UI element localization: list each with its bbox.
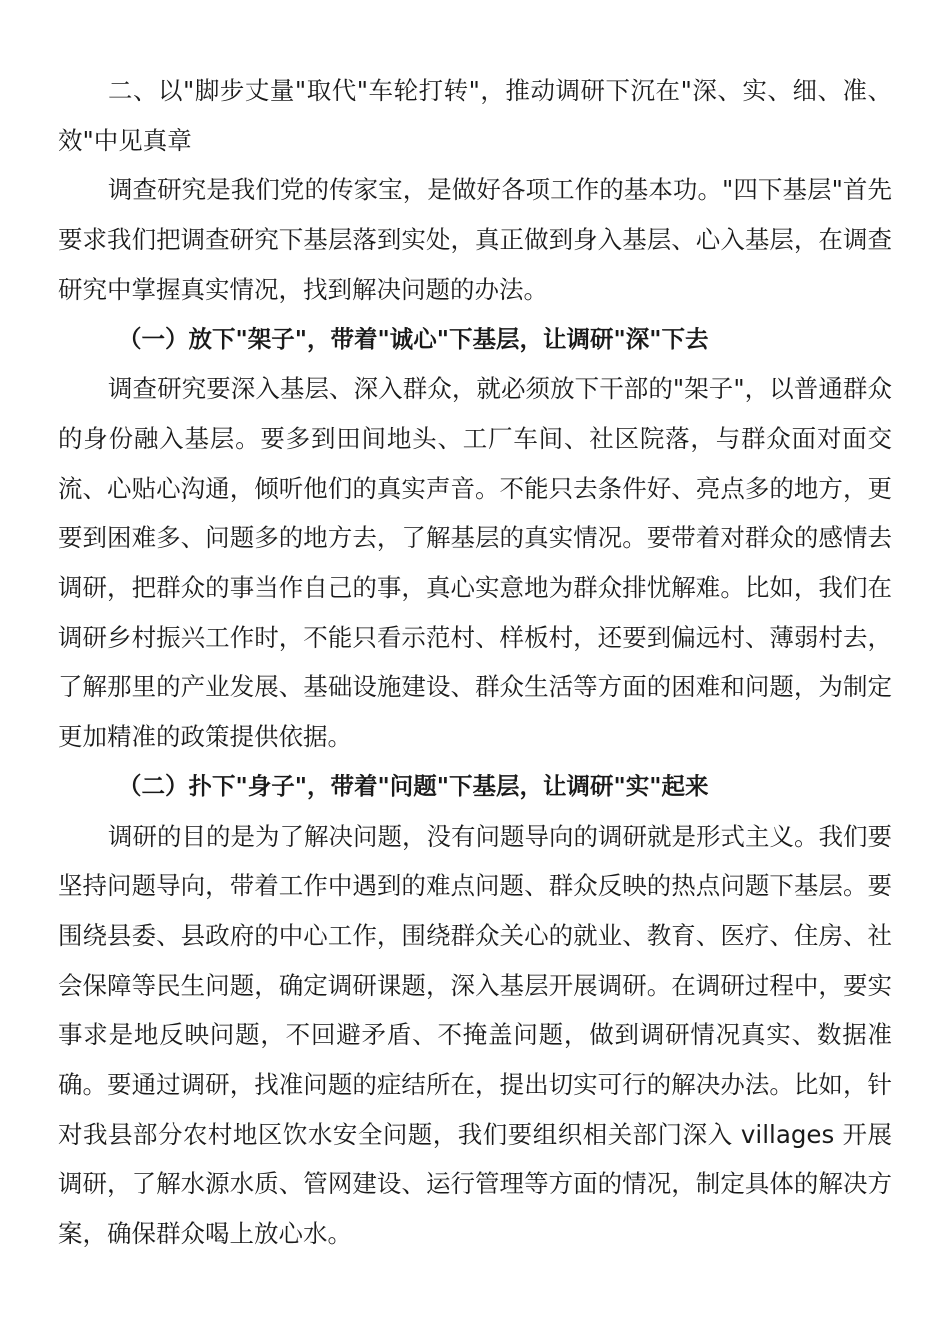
section-title: 二、以"脚步丈量"取代"车轮打转"，推动调研下沉在"深、实、细、准、效"中见真章 bbox=[58, 76, 892, 155]
intro-paragraph: 调查研究是我们党的传家宝，是做好各项工作的基本功。"四下基层"首先要求我们把调查研究下基层落到实处，真正做到身入基层、心入基层，在调查研究中掌握真实情况，找到解决问题的办法。 bbox=[58, 175, 892, 304]
subheading-2: （二）扑下"身子"，带着"问题"下基层，让调研"实"起来 bbox=[118, 771, 709, 800]
subheading-1: （一）放下"架子"，带着"诚心"下基层，让调研"深"下去 bbox=[118, 324, 709, 353]
body-paragraph-1: 调查研究要深入基层、深入群众，就必须放下干部的"架子"，以普通群众的身份融入基层。要多到田间地头、工厂车间、社区院落，与群众面对面交流、心贴心沟通，倾听他们的真实声音。不能只去条件好、亮点多的地方，更要到困难多、问题多的地方去，了解基层的真实情况。要带着对群众的感情去调研，把群众的事当作自己的事，真心实意地为群众排忧解难。比如，我们在调研乡村振兴工作时，不能只看示范村、样板村，还要到偏远村、薄弱村去，了解那里的产业发展、基础设施建设、群众生活等方面的困难和问题，为制定更加精准的政策提供依据。 bbox=[58, 374, 892, 752]
body-paragraph-2: 调研的目的是为了解决问题，没有问题导向的调研就是形式主义。我们要坚持问题导向，带着工作中遇到的难点问题、群众反映的热点问题下基层。要围绕县委、县政府的中心工作，围绕群众关心的就业、教育、医疗、住房、社会保障等民生问题，确定调研课题，深入基层开展调研。在调研过程中，要实事求是地反映问题，不回避矛盾、不掩盖问题，做到调研情况真实、数据准确。要通过调研，找准问题的症结所在，提出切实可行的解决办法。比如，针对我县部分农村地区饮水安全问题，我们要组织相关部门深入 villages 开展调研，了解水源水质、管网建设、运行管理等方面的情况，制定具体的解决方案，确保群众喝上放心水。 bbox=[58, 821, 892, 1249]
